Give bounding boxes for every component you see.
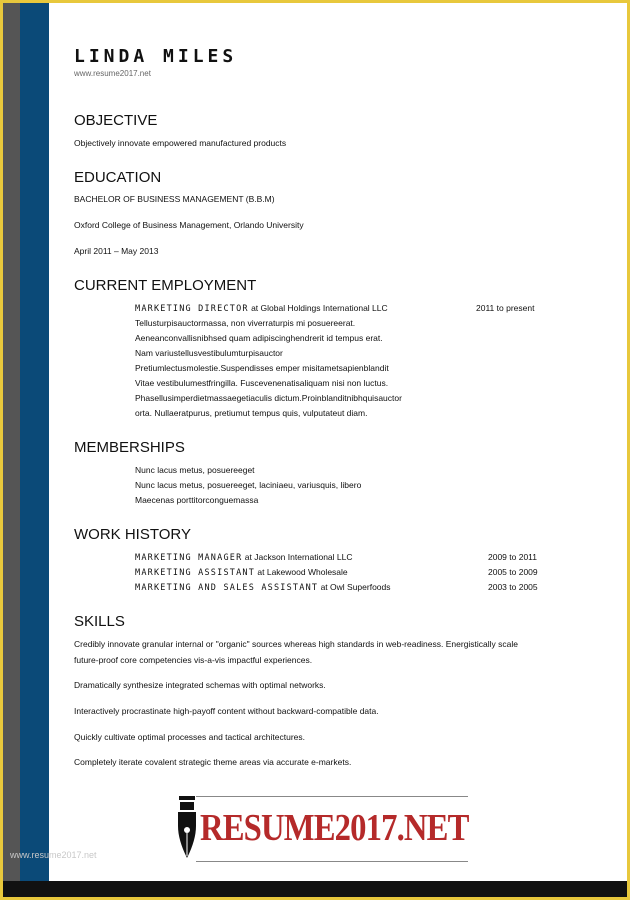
- sidebar-gray-stripe: [3, 3, 20, 882]
- employment-line: Nam variustellusvestibulumturpisauctor: [135, 348, 283, 358]
- employment-line: Pretiumlectusmolestie.Suspendisses emper misitametsapienblandit: [135, 363, 389, 373]
- work-history-row: [135, 552, 353, 563]
- education-dates: April 2011 – May 2013: [74, 246, 159, 256]
- job-company: at Owl Superfoods: [318, 582, 391, 592]
- employment-line: Vitae vestibulumestfringilla. Fuscevenenatisaliquam nisi non luctus.: [135, 378, 389, 388]
- watermark: www.resume2017.net: [10, 850, 97, 860]
- employment-position: [135, 303, 388, 314]
- skill-item: future-proof core competencies vis-a-vis impactful experiences.: [74, 655, 313, 665]
- job-dates: 2003 to 2005: [488, 582, 538, 592]
- logo-rule-top: [196, 796, 468, 797]
- sidebar-blue-stripe: [20, 3, 49, 882]
- job-dates: 2005 to 2009: [488, 567, 538, 577]
- employment-dates: 2011 to present: [476, 303, 535, 313]
- employment-title: MARKETING DIRECTOR: [135, 304, 249, 314]
- skill-item: Dramatically synthesize integrated schemas with optimal networks.: [74, 680, 326, 690]
- skill-item: Credibly innovate granular internal or "organic" sources whereas high standards in web-readiness. Energistically scale: [74, 639, 519, 649]
- work-history-row: [135, 567, 348, 578]
- education-degree: BACHELOR OF BUSINESS MANAGEMENT (B.B.M): [74, 194, 275, 204]
- education-school: Oxford College of Business Management, Orlando University: [74, 220, 304, 230]
- skill-item: Quickly cultivate optimal processes and tactical architectures.: [74, 732, 306, 742]
- employment-line: Phasellusimperdietmassaegetiaculis dictum.Proinblanditnibhquisauctor: [135, 393, 402, 403]
- membership-item: Maecenas porttitorconguemassa: [135, 495, 259, 505]
- job-company: at Lakewood Wholesale: [255, 567, 348, 577]
- resume2017-logo[interactable]: [176, 796, 468, 862]
- work-history-heading: WORK HISTORY: [74, 526, 191, 543]
- skill-item: Interactively procrastinate high-payoff content without backward-compatible data.: [74, 706, 379, 716]
- candidate-name: LINDA MILES: [74, 46, 238, 67]
- website-link[interactable]: www.resume2017.net: [74, 69, 151, 78]
- skill-item: Completely iterate covalent strategic theme areas via accurate e-markets.: [74, 757, 352, 767]
- employment-heading: CURRENT EMPLOYMENT: [74, 277, 257, 294]
- fountain-pen-nib-icon: [176, 796, 198, 862]
- job-dates: 2009 to 2011: [488, 552, 537, 562]
- work-history-row: [135, 582, 391, 593]
- bottom-bar: [3, 881, 627, 897]
- memberships-heading: MEMBERSHIPS: [74, 439, 185, 456]
- skills-heading: SKILLS: [74, 613, 125, 630]
- job-title: MARKETING MANAGER: [135, 553, 243, 563]
- logo-text: RESUME2017.NET: [200, 807, 469, 849]
- education-heading: EDUCATION: [74, 169, 162, 186]
- employment-line: Aeneanconvallisnibhsed quam adipiscinghendrerit id tempus erat.: [135, 333, 383, 343]
- objective-heading: OBJECTIVE: [74, 112, 158, 129]
- objective-text: Objectively innovate empowered manufactured products: [74, 138, 287, 148]
- logo-rule-bottom: [196, 861, 468, 862]
- job-title: MARKETING ASSISTANT: [135, 568, 256, 578]
- membership-item: Nunc lacus metus, posuereeget, laciniaeu, variusquis, libero: [135, 480, 362, 490]
- job-company: at Jackson International LLC: [242, 552, 353, 562]
- employment-line: Tellusturpisauctormassa, non viverraturpis mi posuereerat.: [135, 318, 356, 328]
- employment-line: orta. Nullaeratpurus, pretiumut tempus quis, vulputateut diam.: [135, 408, 368, 418]
- employment-company: at Global Holdings International LLC: [248, 303, 388, 313]
- job-title: MARKETING AND SALES ASSISTANT: [135, 583, 319, 593]
- membership-item: Nunc lacus metus, posuereeget: [135, 465, 255, 475]
